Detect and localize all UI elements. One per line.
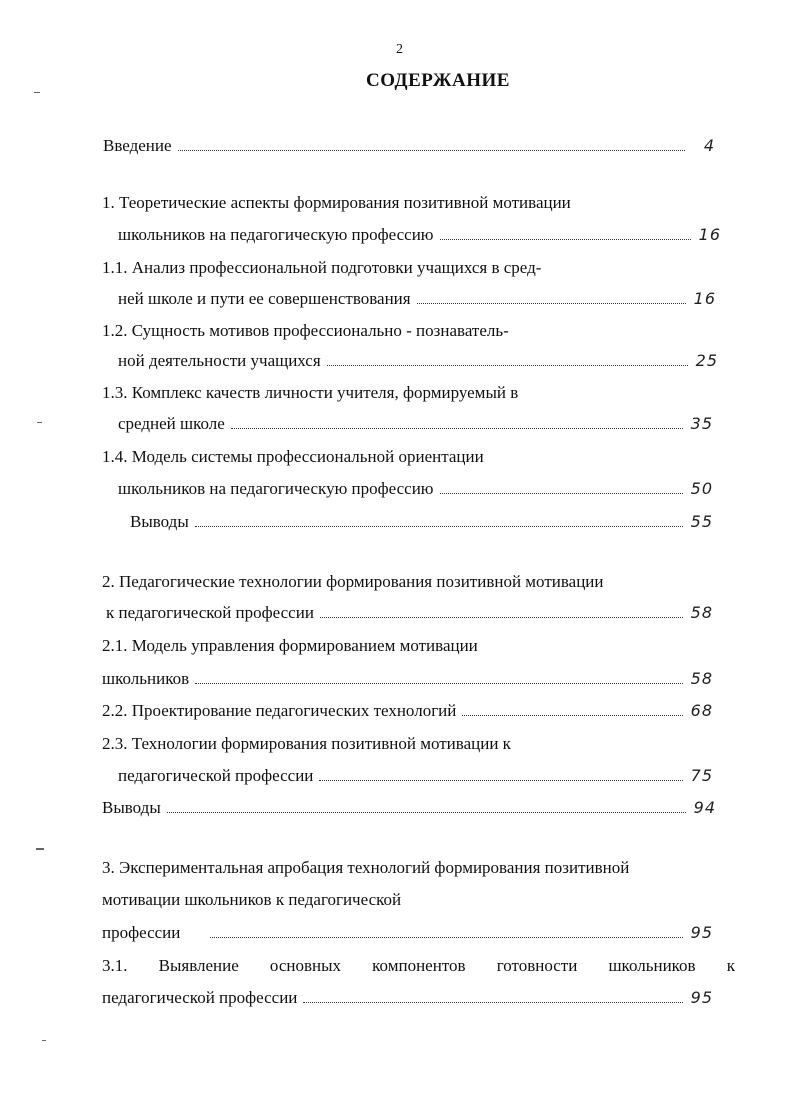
toc-entry-chapter-1[interactable]	[118, 224, 721, 246]
toc-entry-section-1-3[interactable]	[118, 413, 713, 435]
toc-section-1-2-line1[interactable]: 1.2. Сущность мотивов профессионально - познаватель-	[102, 321, 509, 340]
leader-dots	[327, 364, 688, 366]
toc-label: школьников	[102, 669, 190, 688]
toc-page: 94	[693, 798, 716, 817]
leader-dots	[417, 302, 686, 304]
page-number: 2	[396, 42, 403, 57]
toc-label: школьников на педагогическую профессию	[118, 479, 434, 498]
toc-label: школьников на педагогическую профессию	[118, 225, 434, 244]
toc-entry-section-2-2[interactable]	[102, 700, 713, 722]
toc-word: 3.1.	[102, 956, 128, 975]
toc-word: Выявление	[158, 956, 239, 975]
toc-entry-intro[interactable]	[103, 135, 715, 157]
toc-chapter-3-line2[interactable]: мотивации школьников к педагогической	[102, 890, 402, 909]
toc-entry-chapter-3[interactable]	[102, 922, 713, 944]
page-title: СОДЕРЖАНИЕ	[366, 70, 510, 91]
toc-page: 75	[690, 766, 713, 785]
toc-chapter-1-line1[interactable]: 1. Теоретические аспекты формирования позитивной мотивации	[102, 193, 571, 212]
scan-mark	[37, 422, 42, 423]
toc-page: 58	[690, 603, 713, 622]
leader-dots	[231, 427, 683, 429]
leader-dots	[462, 714, 683, 716]
toc-word: школьников	[608, 956, 696, 975]
toc-page: 68	[690, 701, 713, 720]
toc-word: готовности	[496, 956, 578, 975]
leader-dots	[210, 936, 683, 938]
leader-dots	[320, 616, 683, 618]
toc-word: компонентов	[372, 956, 466, 975]
toc-section-1-1-line1[interactable]: 1.1. Анализ профессиональной подготовки учащихся в сред-	[102, 258, 542, 277]
toc-entry-section-3-1[interactable]	[102, 987, 713, 1009]
toc-label: средней школе	[118, 414, 225, 433]
leader-dots	[195, 525, 683, 527]
toc-page: 25	[695, 351, 718, 370]
toc-entry-section-1-2[interactable]	[118, 350, 718, 372]
toc-page: 16	[693, 289, 716, 308]
toc-page: 4	[703, 136, 715, 155]
toc-section-2-3-line1[interactable]: 2.3. Технологии формирования позитивной мотивации к	[102, 734, 511, 753]
toc-section-2-1-line1[interactable]: 2.1. Модель управления формированием мотивации	[102, 636, 478, 655]
toc-label: педагогической профессии	[102, 988, 298, 1007]
toc-entry-section-1-4[interactable]	[118, 478, 713, 500]
toc-word: основных	[269, 956, 342, 975]
toc-entry-conclusions-1[interactable]	[130, 511, 713, 533]
toc-label: Выводы	[130, 512, 189, 531]
toc-page: 95	[690, 988, 713, 1007]
toc-chapter-2-line1[interactable]: 2. Педагогические технологии формирования позитивной мотивации	[102, 572, 604, 591]
toc-entry-section-1-1[interactable]	[118, 288, 716, 310]
scan-mark	[34, 92, 40, 93]
toc-label: 2.2. Проектирование педагогических технологий	[102, 701, 457, 720]
toc-label: ной деятельности учащихся	[118, 351, 321, 370]
toc-page: 50	[690, 479, 713, 498]
toc-label: педагогической профессии	[118, 766, 314, 785]
toc-word: к	[726, 956, 735, 975]
toc-entry-section-2-1[interactable]	[102, 668, 713, 690]
leader-dots	[440, 492, 684, 494]
toc-entry-conclusions-2[interactable]	[102, 797, 716, 819]
toc-section-1-3-line1[interactable]: 1.3. Комплекс качеств личности учителя, формируемый в	[102, 383, 519, 402]
scan-mark	[36, 848, 44, 850]
leader-dots	[303, 1001, 683, 1003]
toc-label: профессии	[102, 923, 181, 942]
toc-page: 55	[690, 512, 713, 531]
toc-label: Введение	[103, 136, 172, 155]
leader-dots	[440, 238, 692, 240]
scan-mark	[42, 1040, 46, 1041]
toc-section-1-4-line1[interactable]: 1.4. Модель системы профессиональной ориентации	[102, 447, 484, 466]
toc-section-3-1-line1[interactable]	[102, 955, 735, 977]
toc-label: Выводы	[102, 798, 161, 817]
leader-dots	[319, 779, 683, 781]
toc-label: ней школе и пути ее совершенствования	[118, 289, 411, 308]
toc-page: 16	[698, 225, 721, 244]
toc-chapter-3-line1[interactable]: 3. Экспериментальная апробация технологий формирования позитивной	[102, 858, 630, 877]
leader-dots	[167, 811, 686, 813]
toc-entry-section-2-3[interactable]	[118, 765, 713, 787]
toc-label: к педагогической профессии	[106, 603, 314, 622]
toc-entry-chapter-2[interactable]	[106, 602, 713, 624]
leader-dots	[195, 682, 683, 684]
toc-page: 35	[690, 414, 713, 433]
toc-page: 95	[690, 923, 713, 942]
toc-page: 58	[690, 669, 713, 688]
leader-dots	[178, 149, 685, 151]
